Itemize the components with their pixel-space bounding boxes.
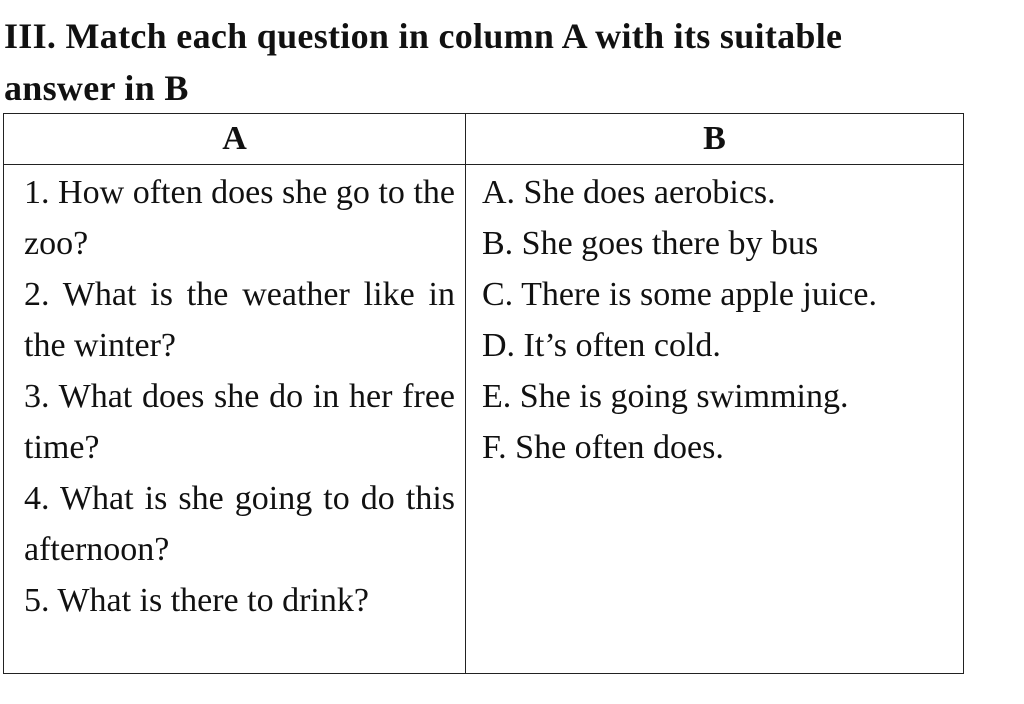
exercise-heading [4, 10, 962, 114]
column-b-cell [466, 165, 964, 674]
question-item: 2. What is the weather like in the winter? [24, 276, 455, 364]
answer-item: D. It’s often cold. [482, 327, 721, 364]
heading-line-2: answer in B [4, 68, 189, 108]
question-item: 3. What does she do in her free time? [24, 378, 455, 466]
question-item: 5. What is there to drink? [24, 582, 369, 619]
answer-item: C. There is some apple juice. [482, 276, 877, 313]
table-header-row [4, 114, 964, 165]
column-b-header: B [466, 114, 964, 165]
table-body-row [4, 165, 964, 674]
column-a-header: A [4, 114, 466, 165]
answer-item: E. She is going swimming. [482, 378, 849, 415]
question-item: 1. How often does she go to the zoo? [24, 174, 455, 262]
heading-line-1: III. Match each question in column A with its suitable [4, 16, 843, 56]
answer-item: A. She does aerobics. [482, 174, 776, 211]
matching-table [3, 113, 964, 674]
question-item: 4. What is she going to do this afternoon? [24, 480, 455, 568]
answer-item: F. She often does. [482, 429, 724, 466]
answer-item: B. She goes there by bus [482, 225, 819, 262]
column-a-cell [4, 165, 466, 674]
